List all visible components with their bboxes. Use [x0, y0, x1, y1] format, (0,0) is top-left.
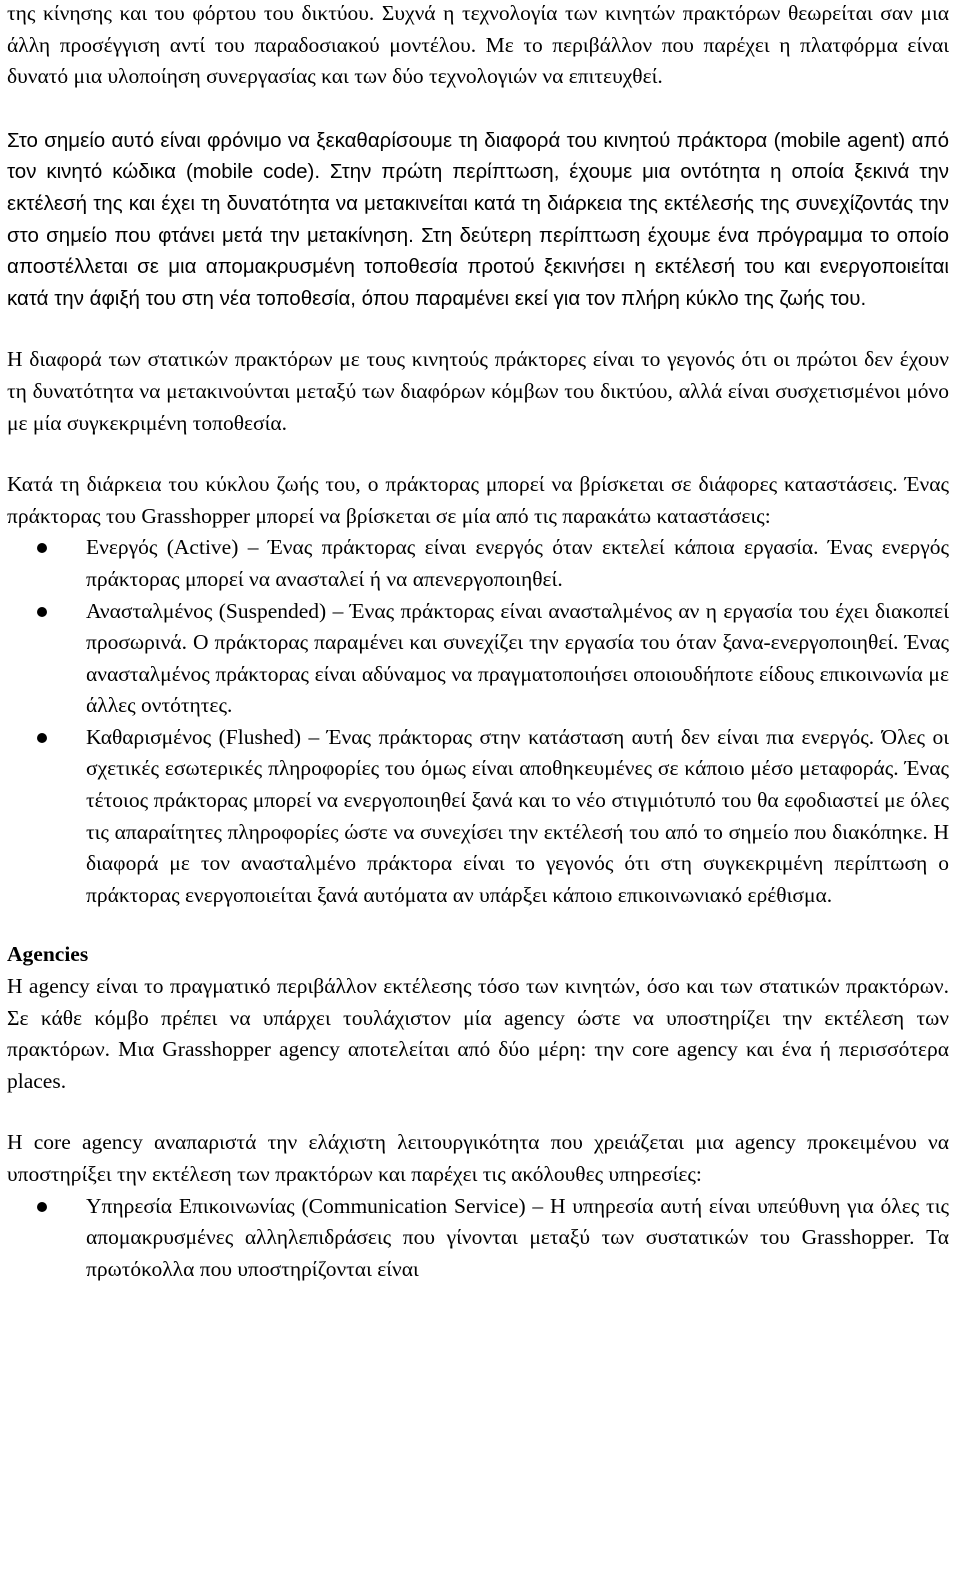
bullet-icon	[37, 733, 47, 743]
section-heading: Agencies	[7, 942, 89, 967]
list-item	[7, 1191, 949, 1286]
core-agency-paragraph: Η core agency αναπαριστά την ελάχιστη λειτουργικότητα που χρειάζεται μια agency προκειμένου να υποστηρίξει την εκτέλεση των πρακτόρων και παρέχει τις ακόλουθες υπηρεσίες:	[7, 1130, 949, 1186]
bullet-icon	[37, 607, 47, 617]
list-item	[7, 532, 949, 595]
lifecycle-paragraph: Κατά τη διάρκεια του κύκλου ζωής του, ο πράκτορας μπορεί να βρίσκεται σε διάφορες καταστάσεις. Ένας πράκτορας του Grasshopper μπορεί να βρίσκεται σε μία από τις παρακάτω καταστάσεις:	[7, 472, 949, 528]
core-services-list	[7, 1191, 949, 1286]
list-item	[7, 596, 949, 722]
mobile-agent-paragraph: Στο σημείο αυτό είναι φρόνιμο να ξεκαθαρίσουμε τη διαφορά του κινητού πράκτορα (mobile agent) από τον κινητό κώδικα (mobile code). Στην πρώτη περίπτωση, έχουμε μια οντότητα η οποία ξεκινά την εκτέλεσή της και έχει τη δυνατότητα να μετακινείται κατά τη διάρκεια της εκτέλεσής της συνεχίζοντάς την στο σημείο που φτάνει μετά την μετακίνηση. Στη δεύτερη περίπτωση έχουμε ένα πρόγραμμα το οποίο αποστέλλεται σε μια απομακρυσμένη τοποθεσία προτού ξεκινήσει η εκτέλεσή του και ενεργοποιείται κατά την άφιξή του στη νέα τοποθεσία, όπου παραμένει εκεί για τον πλήρη κύκλο της ζωής του.	[7, 128, 949, 310]
list-item	[7, 722, 949, 912]
bullet-icon	[37, 543, 47, 553]
list-item-text: Ενεργός (Active) – Ένας πράκτορας είναι ενεργός όταν εκτελεί κάποια εργασία. Ένας ενεργός πράκτορας μπορεί να ανασταλεί ή να απενεργοποιηθεί.	[86, 535, 949, 591]
static-agents-paragraph: Η διαφορά των στατικών πρακτόρων με τους κινητούς πράκτορες είναι το γεγονός ότι οι πρώτοι δεν έχουν τη δυνατότητα να μετακινούνται μεταξύ των διαφόρων κόμβων του δικτύου, αλλά είναι συσχετισμένοι μόνο με μία συγκεκριμένη τοποθεσία.	[7, 347, 949, 435]
list-item-text: Ανασταλμένος (Suspended) – Ένας πράκτορας είναι ανασταλμένος αν η εργασία του έχει διακοπεί προσωρινά. Ο πράκτορας παραμένει και συνεχίζει την εργασία του όταν ξανα-ενεργοποιηθεί. Ένας ανασταλμένος πράκτορας είναι αδύναμος να πραγματοποιήσει οποιουδήποτε είδους επικοινωνία με άλλες οντότητες.	[86, 598, 949, 718]
intro-paragraph: της κίνησης και του φόρτου του δικτύου. Συχνά η τεχνολογία των κινητών πρακτόρων θεωρείται σαν μια άλλη προσέγγιση αντί του παραδοσιακού μοντέλου. Με το περιβάλλον που παρέχει η πλατφόρμα είναι δυνατό μια υλοποίηση συνεργασίας και των δύο τεχνολογιών να επιτευχθεί.	[7, 1, 949, 89]
agencies-paragraph: Η agency είναι το πραγματικό περιβάλλον εκτέλεσης τόσο των κινητών, όσο και των στατικών πρακτόρων. Σε κάθε κόμβο πρέπει να υπάρχει τουλάχιστον μία agency ώστε να υποστηρίζει την εκτέλεση των πρακτόρων. Μια Grasshopper agency αποτελείται από δύο μέρη: την core agency και ένα ή περισσότερα places.	[7, 974, 949, 1093]
agent-states-list	[7, 532, 949, 911]
list-item-text: Υπηρεσία Επικοινωνίας (Communication Service) – Η υπηρεσία αυτή είναι υπεύθυνη για όλες τις απομακρυσμένες αλληλεπιδράσεις που γίνονται μεταξύ των συστατικών του Grasshopper. Τα πρωτόκολλα που υποστηρίζονται είναι	[86, 1193, 949, 1281]
bullet-icon	[37, 1202, 47, 1212]
document-page	[7, 0, 949, 1285]
list-item-text: Καθαρισμένος (Flushed) – Ένας πράκτορας στην κατάσταση αυτή δεν είναι πια ενεργός. Όλες οι σχετικές εσωτερικές πληροφορίες του όμως είναι αποθηκευμένες σε κάποιο μέσο μεταφοράς. Ένας τέτοιος πράκτορας μπορεί να ενεργοποιηθεί ξανά και το νέο στιγμιότυπό του θα εφοδιαστεί με όλες τις απαραίτητες πληροφορίες ώστε να συνεχίσει την εκτέλεσή του από το σημείο που διακόπηκε. Η διαφορά με τον ανασταλμένο πράκτορα είναι το γεγονός ότι στη συγκεκριμένη περίπτωση ο πράκτορας ενεργοποιείται ξανά αυτόματα αν υπάρξει κάποιο επικοινωνιακό ερέθισμα.	[86, 724, 949, 907]
